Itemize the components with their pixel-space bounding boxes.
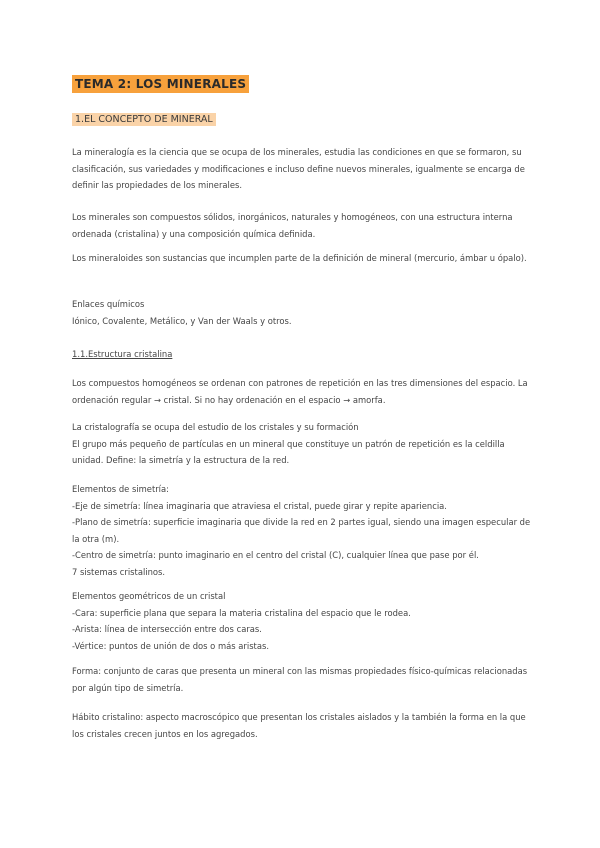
simetria-list	[72, 481, 532, 580]
paragraph-text: La mineralogía es la ciencia que se ocupa de los minerales, estudia las condiciones en que se formaron, su clasificación, sus variedades y modificaciones e incluso define nuevos minerales, igualmente se encarga de definir las propiedades de los minerales.	[72, 147, 525, 190]
geometricos-list	[72, 588, 532, 654]
geometricos-cara: -Cara: superficie plana que separa la materia cristalina del espacio que le rodea.	[72, 607, 411, 618]
page-title: TEMA 2: LOS MINERALES	[72, 75, 249, 93]
paragraph-minerales	[72, 209, 532, 242]
simetria-centro: -Centro de simetría: punto imaginario en el centro del cristal (C), cualquier línea que pase por él.	[72, 550, 479, 560]
simetria-title: Elementos de simetría:	[72, 484, 169, 494]
simetria-plano: -Plano de simetría: superficie imaginaria que divide la red en 2 partes igual, siendo una imagen especular de la otra (m).	[72, 517, 531, 544]
paragraph-mineraloides	[72, 250, 532, 267]
simetria-sistemas: 7 sistemas cristalinos.	[72, 566, 166, 577]
paragraph-homogeneos	[72, 375, 532, 408]
paragraph-forma	[72, 663, 532, 696]
geometricos-arista: -Arista: línea de intersección entre dos caras.	[72, 624, 262, 634]
paragraph-text: Los compuestos homogéneos se ordenan con patrones de repetición en las tres dimensiones del espacio. La ordenación regular → cristal. Si no hay ordenación en el espacio → amorfa.	[72, 378, 528, 405]
paragraph-cristalografia	[72, 419, 532, 469]
cristalografia-line: La cristalografía se ocupa del estudio de los cristales y su formación	[72, 422, 359, 432]
subsection-title: 1.1.Estructura cristalina	[72, 349, 173, 359]
simetria-eje: -Eje de simetría: línea imaginaria que atraviesa el cristal, puede girar y repite apariencia.	[72, 500, 447, 511]
paragraph-habito	[72, 709, 532, 742]
enlaces-title: Enlaces químicos	[72, 299, 145, 309]
paragraph-text: Forma: conjunto de caras que presenta un mineral con las mismas propiedades físico-químicas relacionadas por algún tipo de simetría.	[72, 666, 528, 693]
paragraph-enlaces	[72, 296, 532, 329]
paragraph-text: Los mineraloides son sustancias que incumplen parte de la definición de mineral (mercurio, ámbar u ópalo).	[72, 253, 527, 263]
paragraph-text: Los minerales son compuestos sólidos, inorgánicos, naturales y homogéneos, con una estructura interna ordenada (cristalina) y una composición química definida.	[72, 212, 513, 239]
section-heading-estructura	[72, 346, 532, 363]
geometricos-title: Elementos geométricos de un cristal	[72, 591, 226, 601]
paragraph-mineralogia	[72, 144, 532, 194]
section-heading-concepto: 1.EL CONCEPTO DE MINERAL	[72, 113, 216, 126]
paragraph-text: Hábito cristalino: aspecto macroscópico que presentan los cristales aislados y la también la forma en la que los cristales crecen juntos en los agregados.	[72, 712, 526, 739]
celdilla-text: El grupo más pequeño de partículas en un mineral que constituye un patrón de repetición es la celdilla unidad. Define: la simetría y la estructura de la red.	[72, 438, 505, 465]
enlaces-list: Iónico, Covalente, Metálico, y Van der Waals y otros.	[72, 315, 292, 326]
geometricos-vertice: -Vértice: puntos de unión de dos o más aristas.	[72, 640, 269, 651]
